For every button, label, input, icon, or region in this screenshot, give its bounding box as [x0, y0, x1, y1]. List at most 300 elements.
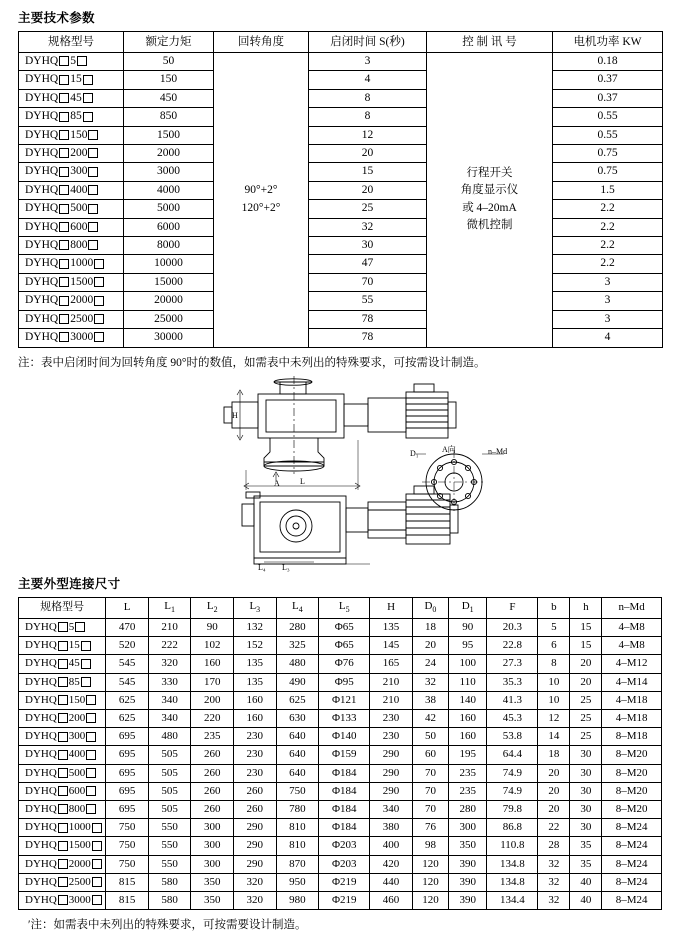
l1-cell: 320	[148, 655, 191, 673]
l2-cell: 160	[191, 655, 234, 673]
f-cell: 53.8	[487, 728, 538, 746]
checkbox-square-icon	[86, 750, 96, 760]
dims-section-title: 主要外型连接尺寸	[18, 576, 121, 591]
table-row	[19, 89, 663, 107]
rated-torque-cell: 5000	[124, 200, 214, 218]
model-prefix: DYHQ	[25, 730, 57, 743]
length-cell: 520	[106, 637, 149, 655]
h-cell: 25	[570, 691, 602, 709]
l2-cell: 300	[191, 819, 234, 837]
model-prefix: DYHQ	[25, 55, 59, 67]
height-cell: 210	[370, 691, 413, 709]
table-row	[19, 691, 662, 709]
table-row	[19, 618, 662, 636]
svg-text:D₁: D₁	[410, 448, 419, 458]
l4-cell: 280	[276, 618, 319, 636]
l4-cell: 640	[276, 764, 319, 782]
svg-text:n–Md: n–Md	[488, 446, 508, 456]
f-cell: 45.3	[487, 709, 538, 727]
model-cell	[19, 709, 106, 727]
rated-torque-cell: 150	[124, 71, 214, 89]
l1-cell: 210	[148, 618, 191, 636]
nmd-cell: 8–M18	[602, 728, 662, 746]
model-cell	[19, 200, 124, 218]
rated-torque-cell: 2000	[124, 145, 214, 163]
length-cell: 750	[106, 819, 149, 837]
model-number: 2500	[70, 312, 94, 325]
l5-cell: Φ95	[319, 673, 370, 691]
checkbox-square-icon	[88, 130, 98, 140]
d0-cell: 60	[412, 746, 448, 764]
dims-col-model: 规格型号	[19, 597, 106, 618]
length-cell: 695	[106, 746, 149, 764]
checkbox-square-icon	[88, 167, 98, 177]
model-prefix: DYHQ	[25, 620, 57, 633]
b-cell: 32	[538, 873, 570, 891]
checkbox-square-icon	[59, 259, 69, 269]
checkbox-square-icon	[86, 732, 96, 742]
rated-torque-cell: 6000	[124, 218, 214, 236]
model-prefix: DYHQ	[25, 73, 59, 86]
h-cell: 25	[570, 728, 602, 746]
l2-cell: 350	[191, 891, 234, 909]
col-header-model: 规格型号	[19, 32, 124, 53]
model-prefix: DYHQ	[25, 331, 59, 344]
h-cell: 20	[570, 655, 602, 673]
l1-cell: 480	[148, 728, 191, 746]
motor-power-cell: 0.75	[553, 163, 663, 181]
model-number: 600	[68, 784, 86, 797]
model-cell	[19, 873, 106, 891]
checkbox-square-icon	[59, 240, 69, 250]
model-prefix: DYHQ	[25, 875, 57, 888]
model-cell	[19, 637, 106, 655]
model-prefix: DYHQ	[25, 202, 59, 215]
l4-cell: 625	[276, 691, 319, 709]
model-cell	[19, 655, 106, 673]
col-header-power: 电机功率 KW	[553, 32, 663, 53]
table-row	[19, 746, 662, 764]
model-number: 15	[68, 639, 80, 652]
nmd-cell: 8–M24	[602, 819, 662, 837]
checkbox-square-icon	[88, 185, 98, 195]
l3-cell: 160	[234, 709, 277, 727]
model-number: 150	[70, 128, 88, 141]
model-cell	[19, 181, 124, 199]
motor-power-cell: 3	[553, 310, 663, 328]
height-cell: 135	[370, 618, 413, 636]
l2-cell: 220	[191, 709, 234, 727]
dims-col-D1: $D_1$	[449, 597, 487, 618]
rated-torque-cell: 25000	[124, 310, 214, 328]
model-number: 3000	[68, 893, 91, 906]
table-row	[19, 145, 663, 163]
checkbox-square-icon	[58, 750, 68, 760]
control-signal-cell: 行程开关 角度显示仪 或 4–20mA 微机控制	[427, 53, 553, 348]
motor-power-cell: 3	[553, 292, 663, 310]
rated-torque-cell: 450	[124, 89, 214, 107]
rated-torque-cell: 4000	[124, 181, 214, 199]
motor-power-cell: 0.37	[553, 71, 663, 89]
rated-torque-cell: 10000	[124, 255, 214, 273]
checkbox-square-icon	[58, 695, 68, 705]
l1-cell: 580	[148, 891, 191, 909]
l4-cell: 640	[276, 746, 319, 764]
checkbox-square-icon	[86, 713, 96, 723]
h-cell: 15	[570, 618, 602, 636]
model-number: 600	[70, 220, 88, 233]
length-cell: 695	[106, 728, 149, 746]
model-prefix: DYHQ	[25, 275, 59, 288]
checkbox-square-icon	[59, 332, 69, 342]
motor-power-cell: 2.2	[553, 255, 663, 273]
svg-text:L₃: L₃	[282, 562, 290, 572]
model-cell	[19, 855, 106, 873]
motor-power-cell: 0.55	[553, 126, 663, 144]
l1-cell: 340	[148, 709, 191, 727]
l1-cell: 550	[148, 837, 191, 855]
table-row	[19, 53, 663, 71]
table-row	[19, 237, 663, 255]
checkbox-square-icon	[59, 130, 69, 140]
operating-time-cell: 15	[309, 163, 427, 181]
operating-time-cell: 12	[309, 126, 427, 144]
l2-cell: 300	[191, 855, 234, 873]
checkbox-square-icon	[88, 222, 98, 232]
d1-cell: 235	[449, 782, 487, 800]
rated-torque-cell: 1500	[124, 126, 214, 144]
table-row	[19, 200, 663, 218]
checkbox-square-icon	[81, 641, 91, 651]
checkbox-square-icon	[88, 204, 98, 214]
h-cell: 35	[570, 855, 602, 873]
svg-text:H: H	[232, 410, 238, 420]
l4-cell: 780	[276, 800, 319, 818]
length-cell: 695	[106, 782, 149, 800]
model-cell	[19, 163, 124, 181]
f-cell: 64.4	[487, 746, 538, 764]
l5-cell: Φ219	[319, 873, 370, 891]
height-cell: 230	[370, 709, 413, 727]
checkbox-square-icon	[58, 659, 68, 669]
model-number: 45	[70, 91, 82, 104]
operating-time-cell: 32	[309, 218, 427, 236]
model-number: 15	[70, 73, 82, 86]
f-cell: 86.8	[487, 819, 538, 837]
table-row	[19, 728, 662, 746]
length-cell: 545	[106, 673, 149, 691]
height-cell: 165	[370, 655, 413, 673]
operating-time-cell: 78	[309, 329, 427, 347]
model-cell	[19, 746, 106, 764]
l1-cell: 580	[148, 873, 191, 891]
length-cell: 815	[106, 891, 149, 909]
height-cell: 340	[370, 800, 413, 818]
model-number: 150	[68, 693, 86, 706]
spec-note: 注：表中启闭时间为回转角度 90°时的数值，如需表中未列出的特殊要求，可按需设计制造。	[18, 356, 486, 369]
model-prefix: DYHQ	[25, 893, 57, 906]
model-prefix: DYHQ	[25, 128, 59, 141]
spec-section-title: 主要技术参数	[18, 11, 95, 25]
nmd-cell: 4–M12	[602, 655, 662, 673]
l1-cell: 222	[148, 637, 191, 655]
model-prefix: DYHQ	[25, 766, 57, 779]
model-cell	[19, 329, 124, 347]
operating-time-cell: 47	[309, 255, 427, 273]
l5-cell: Φ76	[319, 655, 370, 673]
length-cell: 750	[106, 837, 149, 855]
height-cell: 290	[370, 782, 413, 800]
l3-cell: 230	[234, 746, 277, 764]
model-cell	[19, 310, 124, 328]
table-row	[19, 837, 662, 855]
f-cell: 134.8	[487, 855, 538, 873]
model-cell	[19, 145, 124, 163]
model-prefix: DYHQ	[25, 748, 57, 761]
d0-cell: 70	[412, 782, 448, 800]
table-header-row	[19, 32, 663, 53]
d0-cell: 42	[412, 709, 448, 727]
model-number: 1500	[68, 839, 91, 852]
l4-cell: 980	[276, 891, 319, 909]
motor-power-cell: 0.75	[553, 145, 663, 163]
table-row	[19, 292, 663, 310]
checkbox-square-icon	[58, 677, 68, 687]
l3-cell: 290	[234, 855, 277, 873]
d1-cell: 90	[449, 618, 487, 636]
model-cell	[19, 237, 124, 255]
checkbox-square-icon	[92, 823, 102, 833]
operating-time-cell: 8	[309, 108, 427, 126]
model-cell	[19, 273, 124, 291]
checkbox-square-icon	[77, 56, 87, 66]
model-cell	[19, 89, 124, 107]
height-cell: 380	[370, 819, 413, 837]
l4-cell: 325	[276, 637, 319, 655]
l3-cell: 152	[234, 637, 277, 655]
operating-time-cell: 3	[309, 53, 427, 71]
table-row	[19, 764, 662, 782]
nmd-cell: 8–M20	[602, 800, 662, 818]
h-cell: 20	[570, 673, 602, 691]
model-number: 2000	[70, 294, 94, 307]
height-cell: 290	[370, 746, 413, 764]
checkbox-square-icon	[88, 240, 98, 250]
checkbox-square-icon	[92, 859, 102, 869]
d0-cell: 120	[412, 855, 448, 873]
f-cell: 79.8	[487, 800, 538, 818]
l2-cell: 260	[191, 800, 234, 818]
table-row	[19, 329, 663, 347]
table-row	[19, 800, 662, 818]
model-cell	[19, 891, 106, 909]
rotation-angle-cell: 90°+2° 120°+2°	[214, 53, 309, 348]
l2-cell: 260	[191, 746, 234, 764]
checkbox-square-icon	[83, 75, 93, 85]
table-row	[19, 255, 663, 273]
l5-cell: Φ203	[319, 855, 370, 873]
table-row	[19, 819, 662, 837]
dims-header-row	[19, 597, 662, 618]
f-cell: 134.8	[487, 873, 538, 891]
rated-torque-cell: 30000	[124, 329, 214, 347]
length-cell: 815	[106, 873, 149, 891]
d0-cell: 120	[412, 873, 448, 891]
nmd-cell: 4–M8	[602, 618, 662, 636]
table-row	[19, 218, 663, 236]
checkbox-square-icon	[86, 786, 96, 796]
checkbox-square-icon	[86, 695, 96, 705]
model-cell	[19, 255, 124, 273]
motor-power-cell: 1.5	[553, 181, 663, 199]
table-row	[19, 163, 663, 181]
l2-cell: 90	[191, 618, 234, 636]
checkbox-square-icon	[59, 112, 69, 122]
dims-col-D0: $D_0$	[412, 597, 448, 618]
height-cell: 290	[370, 764, 413, 782]
d1-cell: 110	[449, 673, 487, 691]
l3-cell: 320	[234, 891, 277, 909]
dims-col-b: b	[538, 597, 570, 618]
table-row	[19, 709, 662, 727]
table-row	[19, 108, 663, 126]
table-row	[19, 273, 663, 291]
col-header-angle: 回转角度	[214, 32, 309, 53]
d1-cell: 195	[449, 746, 487, 764]
dims-col-L5: $L_5$	[319, 597, 370, 618]
model-number: 1500	[70, 275, 94, 288]
d1-cell: 140	[449, 691, 487, 709]
model-number: 800	[70, 239, 88, 252]
model-prefix: DYHQ	[25, 639, 57, 652]
table-row	[19, 310, 663, 328]
model-prefix: DYHQ	[25, 294, 59, 307]
operating-time-cell: 78	[309, 310, 427, 328]
motor-power-cell: 4	[553, 329, 663, 347]
motor-power-cell: 3	[553, 273, 663, 291]
checkbox-square-icon	[59, 296, 69, 306]
l5-cell: Φ184	[319, 764, 370, 782]
model-prefix: DYHQ	[25, 693, 57, 706]
model-prefix: DYHQ	[25, 657, 57, 670]
model-prefix: DYHQ	[25, 857, 57, 870]
checkbox-square-icon	[58, 804, 68, 814]
l3-cell: 290	[234, 819, 277, 837]
l3-cell: 260	[234, 782, 277, 800]
length-cell: 470	[106, 618, 149, 636]
model-number: 400	[70, 183, 88, 196]
dims-note: ′注：如需表中未列出的特殊要求，可按需要设计制造。	[28, 919, 307, 932]
height-cell: 400	[370, 837, 413, 855]
model-number: 85	[70, 110, 82, 123]
l5-cell: Φ203	[319, 837, 370, 855]
height-cell: 440	[370, 873, 413, 891]
checkbox-square-icon	[58, 859, 68, 869]
b-cell: 12	[538, 709, 570, 727]
length-cell: 695	[106, 800, 149, 818]
operating-time-cell: 8	[309, 89, 427, 107]
operating-time-cell: 4	[309, 71, 427, 89]
model-cell	[19, 71, 124, 89]
checkbox-square-icon	[59, 277, 69, 287]
d1-cell: 235	[449, 764, 487, 782]
h-cell: 40	[570, 873, 602, 891]
checkbox-square-icon	[88, 148, 98, 158]
h-cell: 30	[570, 746, 602, 764]
l3-cell: 320	[234, 873, 277, 891]
l5-cell: Φ184	[319, 819, 370, 837]
d1-cell: 160	[449, 728, 487, 746]
dims-col-F: F	[487, 597, 538, 618]
model-cell	[19, 108, 124, 126]
l3-cell: 160	[234, 691, 277, 709]
f-cell: 41.3	[487, 691, 538, 709]
operating-time-cell: 55	[309, 292, 427, 310]
model-number: 300	[68, 730, 86, 743]
motor-power-cell: 2.2	[553, 200, 663, 218]
l3-cell: 132	[234, 618, 277, 636]
l4-cell: 630	[276, 709, 319, 727]
l2-cell: 300	[191, 837, 234, 855]
d0-cell: 98	[412, 837, 448, 855]
b-cell: 32	[538, 891, 570, 909]
checkbox-square-icon	[94, 314, 104, 324]
l1-cell: 505	[148, 764, 191, 782]
col-header-time: 启闭时间 S(秒)	[309, 32, 427, 53]
height-cell: 460	[370, 891, 413, 909]
dims-col-L1: $L_1$	[148, 597, 191, 618]
model-prefix: DYHQ	[25, 821, 57, 834]
col-header-signal: 控 制 讯 号	[427, 32, 553, 53]
l2-cell: 200	[191, 691, 234, 709]
l5-cell: Φ219	[319, 891, 370, 909]
b-cell: 22	[538, 819, 570, 837]
operating-time-cell: 20	[309, 181, 427, 199]
checkbox-square-icon	[86, 768, 96, 778]
model-number: 2500	[68, 875, 91, 888]
operating-time-cell: 20	[309, 145, 427, 163]
d1-cell: 100	[449, 655, 487, 673]
d1-cell: 95	[449, 637, 487, 655]
checkbox-square-icon	[59, 204, 69, 214]
l3-cell: 135	[234, 655, 277, 673]
nmd-cell: 8–M24	[602, 855, 662, 873]
product-outline-drawing	[18, 374, 662, 572]
h-cell: 25	[570, 709, 602, 727]
table-row	[19, 655, 662, 673]
checkbox-square-icon	[59, 167, 69, 177]
checkbox-square-icon	[59, 222, 69, 232]
l2-cell: 235	[191, 728, 234, 746]
operating-time-cell: 70	[309, 273, 427, 291]
model-cell	[19, 764, 106, 782]
checkbox-square-icon	[58, 877, 68, 887]
d0-cell: 18	[412, 618, 448, 636]
l3-cell: 230	[234, 728, 277, 746]
length-cell: 625	[106, 709, 149, 727]
rated-torque-cell: 3000	[124, 163, 214, 181]
d1-cell: 350	[449, 837, 487, 855]
rated-torque-cell: 850	[124, 108, 214, 126]
motor-power-cell: 0.37	[553, 89, 663, 107]
model-number: 2000	[68, 857, 91, 870]
l1-cell: 550	[148, 819, 191, 837]
checkbox-square-icon	[58, 713, 68, 723]
nmd-cell: 8–M20	[602, 782, 662, 800]
l2-cell: 350	[191, 873, 234, 891]
b-cell: 18	[538, 746, 570, 764]
checkbox-square-icon	[58, 768, 68, 778]
